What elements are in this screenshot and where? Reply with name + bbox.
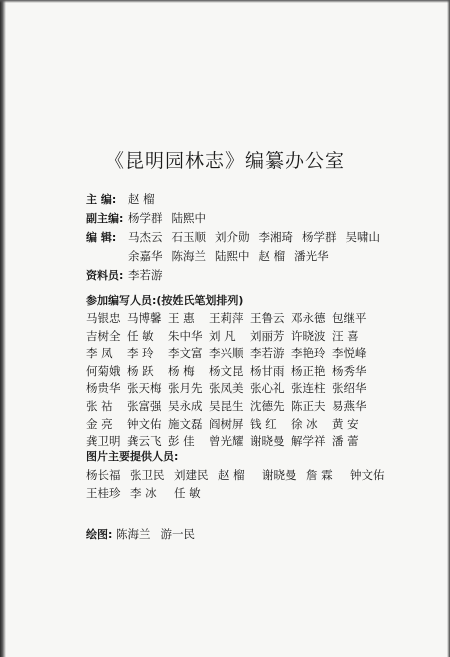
person-name: 许晓波: [291, 328, 326, 343]
drawing-names: [116, 526, 205, 542]
person-name: 王鲁云: [250, 311, 285, 325]
drawing-credit: [86, 526, 205, 542]
person-name: 钟文佑: [127, 416, 162, 431]
person-name: 龚云飞: [127, 434, 162, 449]
person-name: 刘 凡: [209, 328, 236, 343]
editor-name: 陆熙中: [171, 211, 206, 225]
person-name: 张心礼: [250, 381, 285, 396]
person-name: 王 惠: [168, 311, 195, 325]
person-name: 吴永成: [168, 398, 203, 413]
person-name: 钱 红: [250, 416, 277, 431]
person-name: 杨正艳: [291, 363, 326, 378]
editor-name: 赵 榴: [128, 192, 155, 206]
name-row: [86, 310, 373, 328]
person-name: 汪 喜: [332, 328, 359, 343]
scan-shadow-top: [0, 0, 450, 3]
editor-name: 陆熙中: [215, 249, 250, 263]
editors-block: [86, 190, 436, 285]
person-name: 马银忠: [86, 311, 121, 325]
person-name: 张月先: [168, 381, 203, 396]
person-name: 何菊娥: [86, 363, 121, 378]
person-name: 邓永德: [291, 311, 326, 325]
person-name: 李 玲: [127, 346, 154, 361]
person-name: 杨 梅: [168, 363, 195, 378]
editor-role-label: [86, 247, 128, 266]
editor-role-label: 主 编:: [86, 193, 117, 206]
editor-name: 潘光华: [294, 249, 329, 263]
person-name: 张绍华: [332, 381, 367, 396]
person-name: 杨贵华: [86, 381, 121, 396]
name-row: [86, 466, 394, 484]
editor-row: [86, 190, 436, 209]
person-name: 刘建民: [174, 468, 209, 482]
person-name: 张卫民: [130, 468, 165, 482]
editor-name: 吴啸山: [345, 230, 380, 244]
person-name: 杨 跃: [127, 363, 154, 378]
editor-name: 李若游: [128, 268, 163, 282]
person-name: 杨甘雨: [250, 363, 285, 378]
person-name: 张凤美: [209, 381, 244, 396]
editor-row: [86, 209, 436, 228]
person-name: 詹 霖: [306, 468, 333, 482]
name-row: [86, 398, 373, 416]
name-row: [86, 345, 373, 363]
drawing-name: 游一民: [160, 527, 195, 541]
editor-name: 刘介勋: [215, 230, 250, 244]
contributors-grid: [86, 310, 373, 451]
person-name: 王桂珍: [86, 486, 121, 500]
name-row: [86, 484, 394, 502]
drawing-name: 陈海兰: [116, 527, 151, 541]
contributors-heading: 参加编写人员:(按姓氏笔划排列): [86, 294, 244, 307]
person-name: 钟文佑: [350, 468, 385, 482]
person-name: 李兴顺: [209, 346, 244, 361]
person-name: 吴昆生: [209, 398, 244, 413]
person-name: 易燕华: [332, 398, 367, 413]
name-row: [86, 328, 373, 346]
editor-name: 李湘琦: [258, 230, 293, 244]
person-name: 杨长福: [86, 468, 121, 482]
person-name: 潘 蕾: [332, 434, 359, 449]
person-name: 杨文昆: [209, 363, 244, 378]
editor-name: 杨学群: [128, 211, 163, 225]
person-name: 任 敏: [174, 486, 201, 500]
editor-name: 赵 榴: [258, 249, 286, 263]
person-name: 黄 安: [332, 416, 359, 431]
person-name: 包继平: [332, 311, 367, 325]
editor-name: 杨学群: [302, 230, 337, 244]
editor-role-label: 资料员:: [86, 269, 124, 282]
person-name: 龚卫明: [86, 434, 121, 449]
editor-name: 陈海兰: [171, 249, 206, 263]
person-name: 徐 冰: [291, 416, 318, 431]
scan-shadow-left: [0, 0, 6, 657]
name-row: [86, 416, 373, 434]
person-name: 李悦峰: [332, 346, 367, 361]
editor-row: [86, 266, 436, 285]
person-name: 马博馨: [127, 311, 162, 325]
photo-heading: 图片主要提供人员:: [86, 450, 179, 463]
person-name: 陈正夫: [291, 398, 326, 413]
person-name: 朱中华: [168, 328, 203, 343]
editor-role-label: 编 辑:: [86, 231, 117, 244]
person-name: 李艳玲: [291, 346, 326, 361]
photo-providers-grid: [86, 466, 394, 502]
person-name: 彭 佳: [168, 434, 195, 449]
person-name: 曾光耀: [209, 434, 244, 449]
person-name: 张 祜: [86, 398, 113, 413]
person-name: 张富强: [127, 398, 162, 413]
person-name: 吉树全: [86, 328, 121, 343]
person-name: 赵 榴: [218, 468, 245, 482]
person-name: 解学祥: [291, 434, 326, 449]
name-row: [86, 380, 373, 398]
person-name: 李若游: [250, 346, 285, 361]
editor-row: [86, 247, 436, 266]
editor-role-label: 副主编:: [86, 212, 124, 225]
editor-name: 石玉顺: [171, 230, 206, 244]
editor-name: 余嘉华: [128, 249, 163, 263]
person-name: 任 敏: [127, 328, 154, 343]
person-name: 施文磊: [168, 416, 203, 431]
person-name: 谢晓曼: [262, 468, 297, 482]
person-name: 李 凤: [86, 346, 113, 361]
person-name: 金 亮: [86, 416, 113, 431]
editor-name: 马杰云: [128, 230, 163, 244]
editor-row: [86, 228, 436, 247]
person-name: 刘丽芳: [250, 328, 285, 343]
drawing-label: 绘图:: [86, 528, 113, 541]
person-name: 张天梅: [127, 381, 162, 396]
person-name: 李文富: [168, 346, 203, 361]
person-name: 阎树屏: [209, 416, 244, 431]
person-name: 沈德先: [250, 398, 285, 413]
page-title: 《昆明园林志》编纂办公室: [104, 150, 345, 172]
person-name: 李 冰: [130, 486, 157, 500]
name-row: [86, 363, 373, 381]
person-name: 王莉萍: [209, 311, 244, 325]
person-name: 杨秀华: [332, 363, 367, 378]
person-name: 张连柱: [291, 381, 326, 396]
person-name: 谢晓曼: [250, 434, 285, 449]
